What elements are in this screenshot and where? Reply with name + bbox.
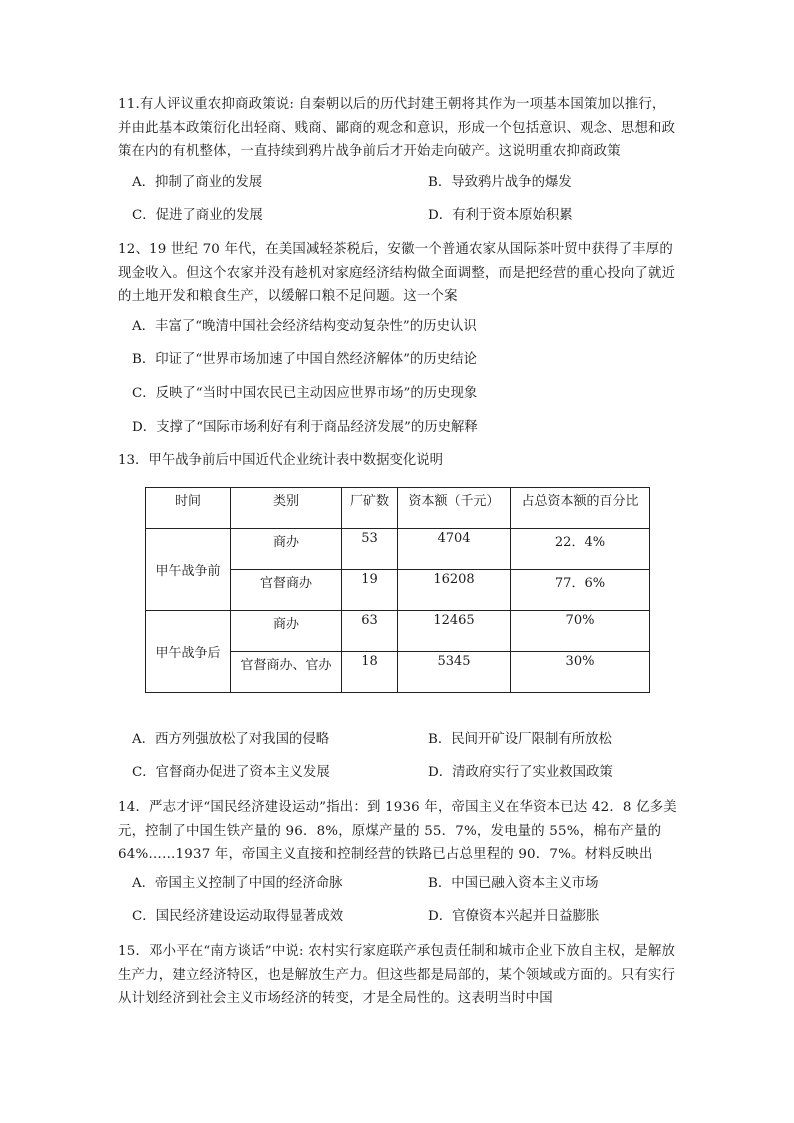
question-13-option-d[interactable]: D．清政府实行了实业救国政策 (428, 765, 613, 780)
question-12-option-a[interactable]: A．丰富了“晚清中国社会经济结构变动复杂性”的历史认识 (132, 319, 477, 334)
question-13-option-a[interactable]: A．西方列强放松了对我国的侵略 (132, 732, 330, 747)
table-period-cell: 甲午战争后 (146, 611, 231, 693)
question-13-stem: 13．甲午战争前后中国近代企业统计表中数据变化说明 (118, 453, 444, 468)
question-12-option-d[interactable]: D．支撑了“国际市场利好有利于商品经济发展”的历史解释 (132, 420, 478, 435)
question-15-stem: 15．邓小平在“南方谈话”中说: 农村实行家庭联产承包责任制和城市企业下放自主权，是解放生产力，建立经济特区，也是解放生产力。但这些都是局部的，某个领域或方面的。只有实行从计划经济到社会主义市场经济的转变，才是全局性的。这表明当时中国 (118, 944, 676, 1006)
question-13-option-c[interactable]: C．官督商办促进了资本主义发展 (132, 765, 330, 780)
table-header-cell: 厂矿数 (342, 488, 398, 529)
table-cell: 19 (342, 570, 398, 611)
question-11-stem: 11.有人评议重农抑商政策说: 自秦朝以后的历代封建王朝将其作为一项基本国策加以推行，并由此基本政策衍化出轻商、贱商、鄙商的观念和意识，形成一个包括意识、观念、思想和政策在内的有机整体，一直持续到鸦片战争前后才开始走向破产。这说明重农抑商政策 (118, 97, 676, 159)
question-12-option-c[interactable]: C．反映了“当时中国农民已主动因应世界市场”的历史现象 (132, 386, 478, 401)
question-14-option-a[interactable]: A．帝国主义控制了中国的经济命脉 (132, 876, 343, 891)
table-period-cell: 甲午战争前 (146, 529, 231, 611)
table-cell: 官督商办 (231, 570, 342, 611)
table-header-cell: 时间 (146, 488, 231, 529)
table-header-cell: 资本额（千元） (398, 488, 511, 529)
question-12-option-b[interactable]: B．印证了“世界市场加速了中国自然经济解体”的历史结论 (132, 352, 477, 367)
question-11-option-d[interactable]: D．有利于资本原始积累 (428, 208, 573, 223)
table-cell: 商办 (231, 611, 342, 652)
table-cell: 18 (342, 652, 398, 693)
table-cell: 商办 (231, 529, 342, 570)
table-cell: 30% (511, 652, 650, 693)
table-cell: 22．4% (511, 529, 650, 570)
table-cell: 4704 (398, 529, 511, 570)
table-row (146, 611, 650, 652)
question-11-option-b[interactable]: B．导致鸦片战争的爆发 (428, 175, 572, 190)
table-cell: 70% (511, 611, 650, 652)
question-14-option-b[interactable]: B．中国已融入资本主义市场 (428, 876, 599, 891)
table-cell: 16208 (398, 570, 511, 611)
table-cell: 12465 (398, 611, 511, 652)
question-12-stem: 12、19 世纪 70 年代，在美国减轻茶税后，安徽一个普通农家从国际茶叶贸中获得了丰厚的现金收入。但这个农家并没有趁机对家庭经济结构做全面调整，而是把经营的重心投向了就近的土地开发和粮食生产，以缓解口粮不足问题。这一个案 (118, 242, 676, 304)
enterprise-statistics-table (145, 487, 650, 693)
question-14-stem: 14．严志才评“国民经济建设运动”指出：到 1936 年，帝国主义在华资本已达 42．8 亿多美元，控制了中国生铁产量的 96．8%，原煤产量的 55．7%，发电量的 55%，棉布产量的 64%……1937 年，帝国主义直接和控制经营的铁路已占总里程的 90．7%。材料反映出 (118, 800, 677, 862)
table-cell: 53 (342, 529, 398, 570)
question-11-option-c[interactable]: C．促进了商业的发展 (132, 208, 263, 223)
table-cell: 官督商办、官办 (231, 652, 342, 693)
table-row (146, 529, 650, 570)
table-cell: 77．6% (511, 570, 650, 611)
table-header-row (146, 488, 650, 529)
table-cell: 5345 (398, 652, 511, 693)
question-14-option-c[interactable]: C．国民经济建设运动取得显著成效 (132, 909, 344, 924)
question-14-option-d[interactable]: D．官僚资本兴起并日益膨胀 (428, 909, 600, 924)
table-header-cell: 类别 (231, 488, 342, 529)
table-header-cell: 占总资本额的百分比 (511, 488, 650, 529)
table-cell: 63 (342, 611, 398, 652)
question-13-option-b[interactable]: B．民间开矿设厂限制有所放松 (428, 732, 612, 747)
question-11-option-a[interactable]: A．抑制了商业的发展 (132, 175, 263, 190)
